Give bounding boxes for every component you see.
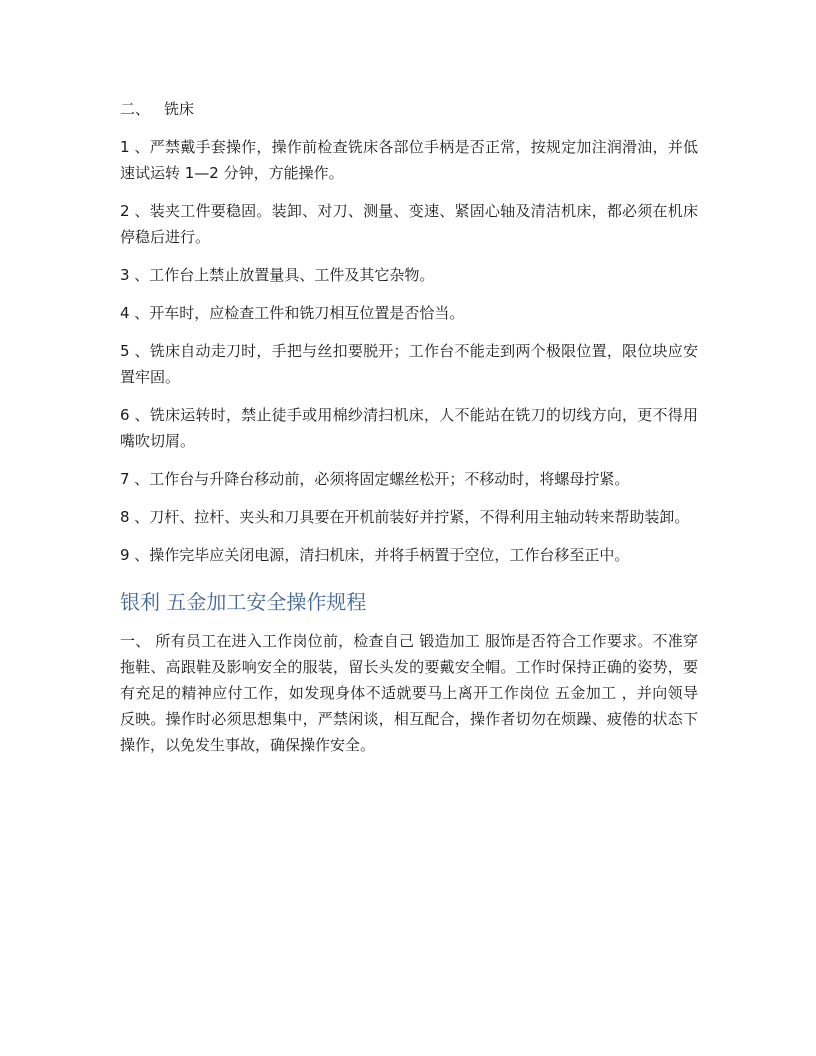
rule-item: 7 、工作台与升降台移动前，必须将固定螺丝松开；不移动时，将螺母拧紧。: [120, 470, 630, 488]
rule-item: 6 、铣床运转时，禁止徒手或用棉纱清扫机床，人不能站在铣刀的切线方向，更不得用嘴吹切屑。: [120, 406, 698, 450]
section-heading: [120, 96, 698, 122]
rule-item: 5 、铣床自动走刀时，手把与丝扣要脱开；工作台不能走到两个极限位置，限位块应安置牢固。: [120, 342, 698, 386]
rule-item: 1 、严禁戴手套操作，操作前检查铣床各部位手柄是否正常，按规定加注润滑油，并低速试运转 1—2 分钟，方能操作。: [120, 138, 698, 182]
body-paragraph: 一、 所有员工在进入工作岗位前，检查自己 锻造加工 服饰是否符合工作要求。不准穿拖鞋、高跟鞋及影响安全的服装，留长头发的要戴安全帽。工作时保持正确的姿势，要有充足的精神应付工作，如发现身体不适就要马上离开工作岗位 五金加工 ，并向领导反映。操作时必须思想集中，严禁闲谈，相互配合，操作者切勿在烦躁、疲倦的状态下操作，以免发生事故，确保操作安全。: [120, 632, 698, 754]
rule-item: 2 、装夹工件要稳固。装卸、对刀、测量、变速、紧固心轴及清洁机床，都必须在机床停稳后进行。: [120, 202, 698, 246]
section-number: 二、: [120, 100, 151, 118]
rule-item: 3 、工作台上禁止放置量具、工件及其它杂物。: [120, 266, 435, 284]
rule-item: 9 、操作完毕应关闭电源，清扫机床，并将手柄置于空位，工作台移至正中。: [120, 546, 630, 564]
rule-item: 4 、开车时，应检查工件和铣刀相互位置是否恰当。: [120, 304, 465, 322]
document-heading: 银利 五金加工安全操作规程: [120, 590, 367, 614]
document-content: [120, 96, 698, 758]
section-title: 铣床: [164, 100, 195, 118]
rule-item: 8 、刀杆、拉杆、夹头和刀具要在开机前装好并拧紧，不得利用主轴动转来帮助装卸。: [120, 508, 690, 526]
